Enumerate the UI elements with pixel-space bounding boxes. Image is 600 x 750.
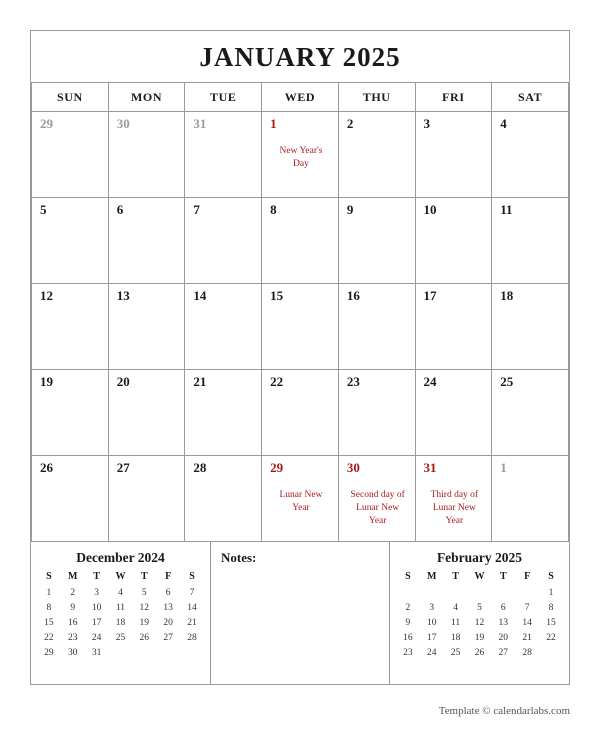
mini-day-cell: 7 <box>189 587 195 598</box>
day-number: 29 <box>270 460 284 475</box>
mini-day-cell <box>156 645 180 660</box>
mini-week-row <box>396 615 563 630</box>
mini-day-cell: 27 <box>163 632 173 643</box>
mini-next-body <box>396 585 563 660</box>
mini-prev-header-0: S <box>46 571 52 582</box>
day-number: 26 <box>40 460 53 475</box>
mini-day-cell: 4 <box>453 602 458 613</box>
mini-day-cell: 5 <box>477 602 482 613</box>
mini-day-cell <box>468 585 492 600</box>
day-cell[interactable] <box>32 198 109 284</box>
mini-day-cell: 3 <box>94 587 99 598</box>
day-number: 18 <box>500 288 514 303</box>
mini-prev-header-1: M <box>68 571 78 582</box>
mini-prev-header-5: F <box>165 571 172 582</box>
notes-area[interactable] <box>211 542 389 684</box>
day-cell[interactable] <box>108 112 185 198</box>
day-event: Lunar New Year <box>279 490 323 514</box>
day-number: 24 <box>423 374 437 389</box>
mini-day-cell: 5 <box>141 587 147 598</box>
mini-day-cell: 14 <box>187 602 197 613</box>
mini-day-cell: 4 <box>118 587 123 598</box>
mini-day-cell <box>396 585 420 600</box>
mini-day-cell: 6 <box>165 587 171 598</box>
mini-prev-title: December 2024 <box>76 550 165 565</box>
day-number: 5 <box>40 202 47 217</box>
day-number: 31 <box>423 460 437 475</box>
day-number: 10 <box>423 202 437 217</box>
weekday-header-sun: SUN <box>32 83 109 112</box>
day-number: 28 <box>193 460 207 475</box>
mini-day-cell: 17 <box>91 617 102 628</box>
day-cell[interactable] <box>108 198 185 284</box>
day-event: New Year's Day <box>279 146 323 170</box>
day-number: 19 <box>40 374 53 389</box>
mini-day-cell: 25 <box>450 647 461 658</box>
mini-prev-body <box>37 585 204 660</box>
mini-day-cell: 15 <box>44 617 54 628</box>
mini-week-row <box>37 600 204 615</box>
mini-next-header-3: W <box>474 571 485 582</box>
day-cell[interactable] <box>338 198 415 284</box>
day-cell[interactable] <box>415 456 492 542</box>
month-grid <box>31 83 569 542</box>
mini-day-cell: 19 <box>474 632 485 643</box>
mini-prev-header-4: T <box>140 571 148 582</box>
day-cell[interactable] <box>185 112 262 198</box>
mini-day-cell: 6 <box>500 602 506 613</box>
mini-week-row <box>37 645 204 660</box>
mini-prev-header-row <box>37 570 204 585</box>
mini-day-cell: 9 <box>70 602 76 613</box>
day-cell[interactable] <box>338 112 415 198</box>
mini-day-cell: 19 <box>139 617 150 628</box>
day-cell[interactable] <box>492 284 569 370</box>
weekday-header-wed: WED <box>262 83 339 112</box>
mini-prev-header-6: S <box>189 571 195 582</box>
mini-prev-header-3: W <box>115 571 126 582</box>
mini-next-header-1: M <box>427 571 437 582</box>
day-number: 1 <box>500 460 507 475</box>
mini-week-row <box>396 600 563 615</box>
day-number: 9 <box>346 202 354 217</box>
day-number: 25 <box>500 374 514 389</box>
mini-day-cell: 29 <box>44 647 54 658</box>
day-number: 11 <box>500 202 513 217</box>
mini-week-row <box>37 630 204 645</box>
mini-next-header-4: T <box>499 571 507 582</box>
notes-label: Notes: <box>221 550 257 565</box>
page-title: JANUARY 2025 <box>31 31 569 83</box>
day-number: 14 <box>193 288 207 303</box>
mini-day-cell: 12 <box>139 602 150 613</box>
mini-day-cell: 18 <box>450 632 461 643</box>
day-number: 30 <box>116 116 130 131</box>
mini-calendar-next <box>389 542 569 684</box>
mini-week-row <box>396 630 563 645</box>
mini-day-cell: 11 <box>115 602 126 613</box>
bottom-panel <box>30 542 570 685</box>
day-number: 21 <box>193 374 207 389</box>
mini-calendar-previous <box>31 542 211 684</box>
weekday-header-fri: FRI <box>415 83 492 112</box>
day-number: 15 <box>270 288 284 303</box>
day-number: 12 <box>40 288 53 303</box>
day-number: 29 <box>40 116 53 131</box>
mini-day-cell: 8 <box>46 602 52 613</box>
mini-day-cell <box>444 585 468 600</box>
day-number: 31 <box>193 116 207 131</box>
day-number: 2 <box>346 116 354 131</box>
calendar-frame <box>30 30 570 542</box>
mini-day-cell: 8 <box>548 602 554 613</box>
day-cell[interactable] <box>32 112 109 198</box>
weekday-header-tue: TUE <box>185 83 262 112</box>
day-number: 8 <box>270 202 277 217</box>
mini-day-cell <box>420 585 444 600</box>
day-cell[interactable] <box>492 456 569 542</box>
weekday-header-mon: MON <box>108 83 185 112</box>
mini-next-header-0: S <box>405 571 411 582</box>
mini-day-cell <box>491 585 515 600</box>
day-cell[interactable] <box>338 370 415 456</box>
mini-day-cell: 20 <box>498 632 509 643</box>
day-number: 1 <box>270 116 277 131</box>
day-cell[interactable] <box>415 284 492 370</box>
day-number: 20 <box>116 374 130 389</box>
day-number: 22 <box>270 374 284 389</box>
mini-week-row <box>396 585 563 600</box>
mini-week-row <box>37 615 204 630</box>
mini-next-header-row <box>396 570 563 585</box>
day-number: 6 <box>116 202 124 217</box>
day-cell[interactable] <box>185 198 262 284</box>
mini-day-cell: 20 <box>163 617 173 628</box>
day-cell[interactable] <box>492 112 569 198</box>
mini-day-cell <box>515 585 539 600</box>
day-cell[interactable] <box>185 370 262 456</box>
mini-day-cell: 9 <box>405 617 411 628</box>
day-number: 7 <box>193 202 200 217</box>
day-cell[interactable] <box>32 370 109 456</box>
day-number: 13 <box>116 288 130 303</box>
mini-day-cell: 1 <box>46 587 52 598</box>
day-event: Second day of Lunar New Year <box>350 490 405 526</box>
mini-day-cell: 28 <box>187 632 197 643</box>
mini-day-cell: 3 <box>429 602 435 613</box>
mini-week-row <box>37 585 204 600</box>
mini-day-cell: 18 <box>115 617 126 628</box>
mini-day-cell: 25 <box>115 632 126 643</box>
weekday-header-row <box>32 83 569 112</box>
mini-day-cell: 1 <box>548 587 554 598</box>
mini-day-cell: 13 <box>498 617 509 628</box>
mini-week-row <box>396 645 563 660</box>
day-number: 16 <box>346 288 360 303</box>
mini-next-header-5: F <box>524 571 531 582</box>
day-number: 17 <box>423 288 437 303</box>
mini-next-header-2: T <box>452 571 459 582</box>
mini-next-header-6: S <box>548 571 554 582</box>
day-cell[interactable] <box>108 456 185 542</box>
mini-day-cell: 31 <box>91 647 102 658</box>
day-cell[interactable] <box>262 112 339 198</box>
mini-day-cell: 21 <box>522 632 532 643</box>
mini-next-grid <box>396 570 563 660</box>
mini-day-cell: 16 <box>68 617 78 628</box>
mini-day-cell: 27 <box>498 647 509 658</box>
mini-day-cell: 24 <box>427 647 437 658</box>
mini-day-cell: 21 <box>187 617 197 628</box>
mini-day-cell: 11 <box>451 617 461 628</box>
mini-prev-grid <box>37 570 204 660</box>
mini-day-cell: 28 <box>522 647 532 658</box>
mini-day-cell: 26 <box>474 647 485 658</box>
month-body <box>32 112 569 542</box>
day-number: 4 <box>500 116 507 131</box>
day-cell[interactable] <box>262 284 339 370</box>
day-cell[interactable] <box>108 284 185 370</box>
mini-day-cell: 24 <box>91 632 102 643</box>
day-cell[interactable] <box>415 198 492 284</box>
mini-day-cell: 15 <box>546 617 556 628</box>
mini-day-cell <box>180 645 204 660</box>
week-row <box>32 198 569 284</box>
day-cell[interactable] <box>492 198 569 284</box>
day-cell[interactable] <box>492 370 569 456</box>
day-number: 27 <box>116 460 130 475</box>
day-cell[interactable] <box>338 456 415 542</box>
mini-day-cell: 22 <box>44 632 54 643</box>
day-cell[interactable] <box>185 456 262 542</box>
mini-next-title: February 2025 <box>436 550 523 565</box>
day-cell[interactable] <box>262 198 339 284</box>
week-row <box>32 284 569 370</box>
mini-prev-header-2: T <box>93 571 100 582</box>
mini-day-cell: 30 <box>68 647 78 658</box>
mini-day-cell: 7 <box>524 602 530 613</box>
mini-day-cell: 26 <box>139 632 150 643</box>
mini-day-cell: 16 <box>403 632 413 643</box>
weekday-header-thu: THU <box>338 83 415 112</box>
day-cell[interactable] <box>415 370 492 456</box>
weekday-header-sat: SAT <box>492 83 569 112</box>
mini-day-cell: 17 <box>427 632 437 643</box>
mini-day-cell: 12 <box>474 617 485 628</box>
mini-day-cell <box>132 645 156 660</box>
mini-day-cell: 22 <box>546 632 556 643</box>
day-cell[interactable] <box>262 370 339 456</box>
footer-credit: Template © calendarlabs.com <box>438 705 570 717</box>
mini-day-cell: 23 <box>403 647 413 658</box>
day-cell[interactable] <box>32 456 109 542</box>
day-number: 3 <box>423 116 431 131</box>
week-row <box>32 456 569 542</box>
mini-day-cell: 10 <box>427 617 437 628</box>
day-cell[interactable] <box>32 284 109 370</box>
mini-day-cell: 13 <box>163 602 173 613</box>
day-cell[interactable] <box>338 284 415 370</box>
week-row <box>32 370 569 456</box>
mini-day-cell: 2 <box>70 587 76 598</box>
mini-day-cell: 10 <box>91 602 102 613</box>
day-cell[interactable] <box>108 370 185 456</box>
day-event: Third day of Lunar New Year <box>430 490 479 526</box>
mini-day-cell: 23 <box>68 632 78 643</box>
day-cell[interactable] <box>262 456 339 542</box>
mini-day-cell: 14 <box>522 617 532 628</box>
day-number: 30 <box>346 460 360 475</box>
mini-day-cell: 2 <box>405 602 411 613</box>
mini-day-cell <box>109 645 133 660</box>
day-number: 23 <box>346 374 360 389</box>
day-cell[interactable] <box>415 112 492 198</box>
week-row <box>32 112 569 198</box>
mini-day-cell <box>539 645 563 660</box>
day-cell[interactable] <box>185 284 262 370</box>
